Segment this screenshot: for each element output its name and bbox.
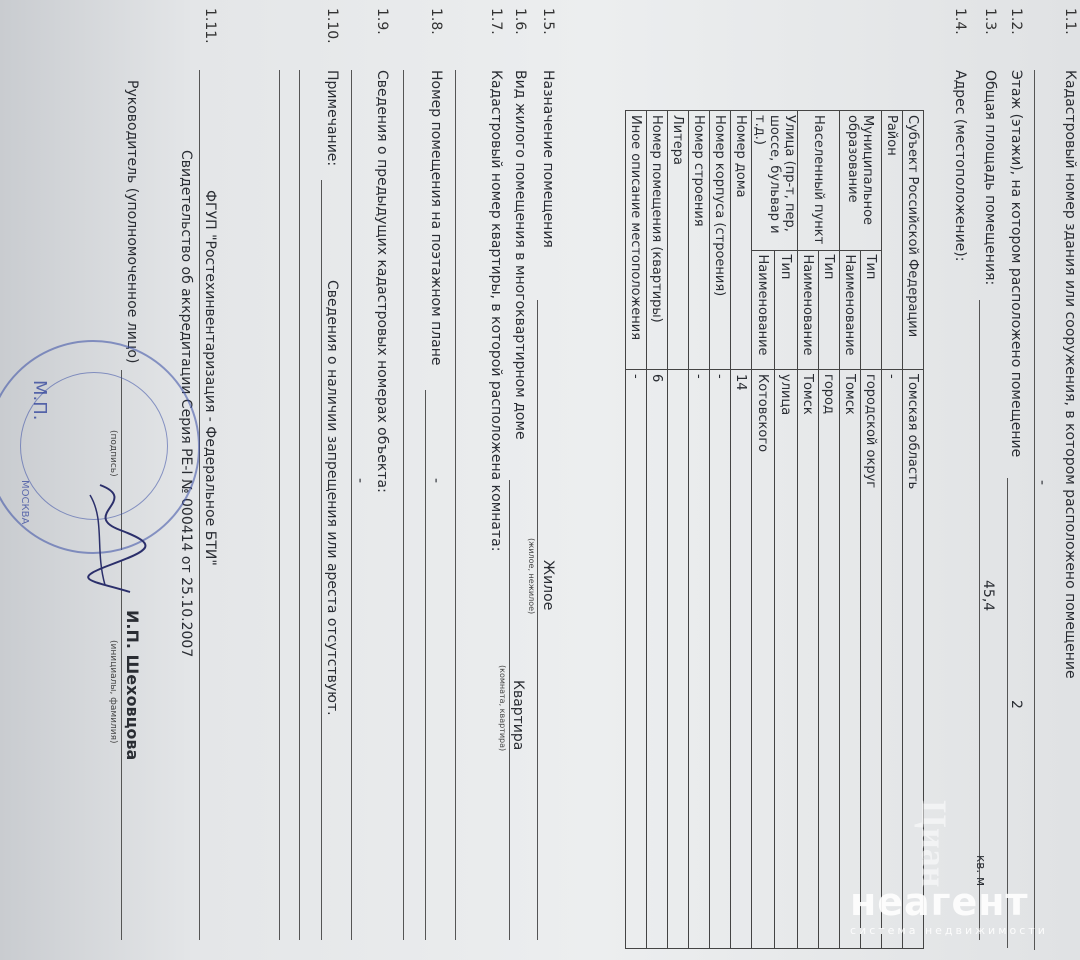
handwritten-signature bbox=[70, 480, 160, 600]
cell-label: Номер строения bbox=[689, 111, 710, 370]
cell-label: Муниципальное образование bbox=[840, 111, 882, 251]
item-label: Кадастровый номер здания или сооружения, в котором расположено помещение bbox=[1062, 70, 1078, 679]
cell-label: Наименование bbox=[840, 250, 861, 369]
brand-name: неагент bbox=[850, 880, 1029, 924]
cian-watermark: Циан bbox=[914, 800, 954, 888]
stamp-city: МОСКВА bbox=[19, 480, 30, 525]
cell-value: Томск bbox=[840, 370, 861, 949]
brand-tagline: система недвижимости bbox=[850, 924, 1048, 937]
item-label: Назначение помещения bbox=[540, 70, 556, 248]
watermark-logo bbox=[850, 880, 1048, 937]
value-line bbox=[1034, 70, 1035, 950]
cell-value: 14 bbox=[731, 370, 752, 949]
floor-value: 2 bbox=[1008, 700, 1024, 709]
purpose-value: Жилое bbox=[540, 560, 556, 611]
item-number: 1.6. bbox=[512, 8, 528, 35]
item-label: Адрес (местоположение): bbox=[952, 70, 968, 262]
cell-label: Тип bbox=[775, 250, 798, 369]
cell-value: улица bbox=[775, 370, 798, 949]
value-line bbox=[1007, 478, 1008, 948]
cell-label: Район bbox=[882, 111, 903, 370]
cell-value: - bbox=[626, 370, 647, 949]
cell-value: городской округ bbox=[861, 370, 882, 949]
cell-label: Наименование bbox=[752, 250, 775, 369]
item-number: 1.4. bbox=[952, 8, 968, 35]
value-line bbox=[199, 70, 200, 940]
item-number: 1.5. bbox=[540, 8, 556, 35]
item-number: 1.3. bbox=[982, 8, 998, 35]
value-line bbox=[351, 70, 352, 940]
cell-value: город bbox=[819, 370, 840, 949]
note-value: Сведения о наличии запрещения или ареста отсутствуют. bbox=[324, 280, 340, 716]
cell-value: Томская область bbox=[903, 370, 924, 949]
address-table bbox=[625, 110, 924, 949]
cell-value: 6 bbox=[647, 370, 668, 949]
cell-label: Номер помещения (квартиры) bbox=[647, 111, 668, 370]
cell-value: - bbox=[710, 370, 731, 949]
organization: ФГУП "Ростехинвентаризация - Федеральное БТИ" bbox=[202, 190, 218, 566]
item-label: Примечание: bbox=[324, 70, 340, 167]
cell-label: Иное описание местоположения bbox=[626, 111, 647, 370]
signer-name: И.П. Шеховцова bbox=[123, 610, 142, 761]
item-label: Вид жилого помещения в многоквартирном доме bbox=[512, 70, 528, 440]
plan-number-value: - bbox=[428, 478, 444, 484]
signature-hint: (подпись) bbox=[108, 430, 118, 477]
cell-label: Номер корпуса (строения) bbox=[710, 111, 731, 370]
value-line bbox=[279, 70, 280, 940]
name-hint: (инициалы, фамилия) bbox=[108, 640, 118, 744]
item-number: 1.7. bbox=[488, 8, 504, 35]
cell-label: Субъект Российской Федерации bbox=[903, 111, 924, 370]
item-value: - bbox=[1034, 480, 1050, 486]
value-line bbox=[299, 70, 300, 940]
item-label: Кадастровый номер квартиры, в которой расположена комната: bbox=[488, 70, 504, 552]
cell-label: Тип bbox=[861, 250, 882, 369]
item-label: Номер помещения на поэтажном плане bbox=[428, 70, 444, 366]
cell-label: Номер дома bbox=[731, 111, 752, 370]
area-value: 45,4 bbox=[980, 580, 996, 612]
type-hint: (комната, квартира) bbox=[498, 665, 507, 752]
value-line bbox=[403, 70, 404, 940]
area-unit: кв. м bbox=[974, 855, 988, 887]
cell-value: Котовского bbox=[752, 370, 775, 949]
street-label-line-1: Улица (пр-т, пер, bbox=[782, 115, 797, 232]
accreditation: Свидетельство об аккредитации Серия РЕ-I № 000414 от 25.10.2007 bbox=[178, 150, 194, 658]
previous-numbers-value: - bbox=[352, 478, 368, 484]
cell-value bbox=[668, 370, 689, 949]
type-value: Квартира bbox=[510, 680, 526, 751]
cell-label: Литера bbox=[668, 111, 689, 370]
cell-value: - bbox=[689, 370, 710, 949]
cell-value: - bbox=[882, 370, 903, 949]
cell-label: Наименование bbox=[798, 250, 819, 369]
cell-label: Тип bbox=[819, 250, 840, 369]
item-label: Этаж (этажи), на котором расположено помещение bbox=[1008, 70, 1024, 458]
value-line bbox=[455, 70, 456, 940]
item-number: 1.10. bbox=[324, 8, 340, 44]
cell-label: Населенный пункт bbox=[798, 111, 840, 251]
stamp-mp: М.П. bbox=[29, 380, 50, 421]
value-line bbox=[425, 390, 426, 940]
item-number: 1.8. bbox=[428, 8, 444, 35]
item-number: 1.9. bbox=[374, 8, 390, 35]
item-label: Общая площадь помещения: bbox=[982, 70, 998, 286]
cell-value: Томск bbox=[798, 370, 819, 949]
item-number: 1.11. bbox=[202, 8, 218, 44]
value-line bbox=[537, 300, 538, 940]
value-line bbox=[321, 180, 322, 940]
cell-label bbox=[752, 111, 798, 251]
purpose-hint: (жилое, нежилое) bbox=[527, 538, 536, 615]
name-line bbox=[121, 560, 122, 940]
item-label: Сведения о предыдущих кадастровых номерах объекта: bbox=[374, 70, 390, 493]
item-number: 1.1. bbox=[1062, 8, 1078, 35]
value-line bbox=[979, 300, 980, 940]
item-number: 1.2. bbox=[1008, 8, 1024, 35]
street-label-line-2: шоссе, бульвар и т.д.) bbox=[752, 115, 782, 234]
head-label: Руководитель (уполномоченное лицо) bbox=[124, 80, 140, 364]
